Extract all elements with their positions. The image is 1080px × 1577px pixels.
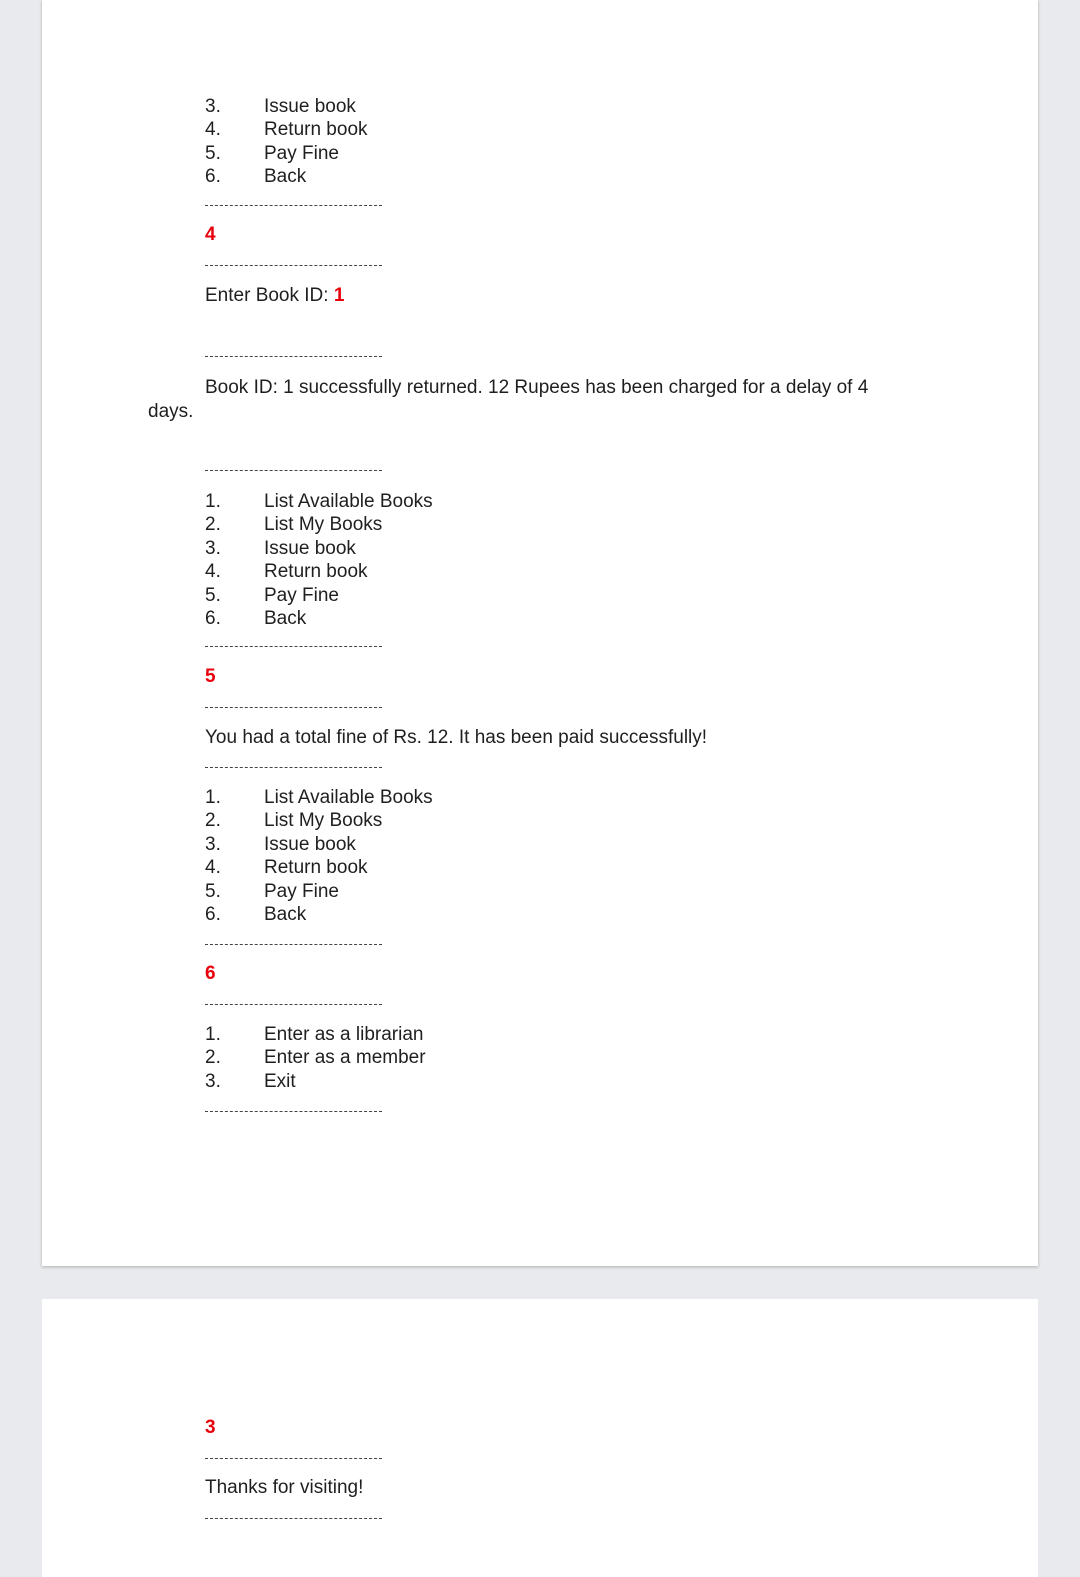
return-message-wrap: days. xyxy=(148,401,194,422)
user-choice: 3 xyxy=(205,1417,216,1438)
dashed-separator xyxy=(205,356,382,357)
dashed-separator xyxy=(205,1518,382,1519)
fine-message: You had a total fine of Rs. 12. It has been paid successfully! xyxy=(205,727,708,748)
dashed-separator xyxy=(205,1004,382,1005)
menu-item-number: 3. xyxy=(205,96,221,117)
user-choice: 5 xyxy=(205,666,216,687)
dashed-separator xyxy=(205,1111,382,1112)
menu-item-label: Back xyxy=(264,166,307,188)
menu-item-number: 1. xyxy=(205,787,221,808)
menu-item-label: Return book xyxy=(264,119,368,141)
menu-item-number: 3. xyxy=(205,1070,221,1092)
menu-item-label: List My Books xyxy=(264,810,383,832)
menu-item-label: Pay Fine xyxy=(264,142,339,164)
dashed-separator xyxy=(205,646,382,647)
menu-item-label: Back xyxy=(264,903,307,925)
menu-item-label: Exit xyxy=(264,1070,296,1092)
menu-item-number: 1. xyxy=(205,491,221,512)
menu-item-number: 6. xyxy=(205,607,221,629)
menu-item-number: 5. xyxy=(205,880,221,902)
menu-item-label: List My Books xyxy=(264,514,383,536)
menu-item-number: 4. xyxy=(205,119,221,141)
menu-item-label: Return book xyxy=(264,857,368,879)
document-page-1 xyxy=(42,0,1038,1266)
user-choice: 4 xyxy=(205,224,216,245)
menu-item-number: 6. xyxy=(205,166,221,188)
menu-item-number: 2. xyxy=(205,810,221,832)
document-page-2 xyxy=(42,1299,1038,1577)
dashed-separator xyxy=(205,767,382,768)
dashed-separator xyxy=(205,1458,382,1459)
menu-item-label: Pay Fine xyxy=(264,584,339,606)
dashed-separator xyxy=(205,707,382,708)
menu-item-label: Pay Fine xyxy=(264,880,339,902)
menu-item-label: Issue book xyxy=(264,833,356,855)
menu-item-label: List Available Books xyxy=(264,491,433,512)
menu-item-number: 2. xyxy=(205,514,221,536)
menu-item-label: Enter as a member xyxy=(264,1047,426,1069)
menu-item-number: 3. xyxy=(205,537,221,559)
return-message: Book ID: 1 successfully returned. 12 Rupees has been charged for a delay of 4 xyxy=(205,377,869,398)
menu-item-label: Issue book xyxy=(264,537,356,559)
menu-item-label: Back xyxy=(264,607,307,629)
dashed-separator xyxy=(205,944,382,945)
menu-item-label: Enter as a librarian xyxy=(264,1024,424,1045)
dashed-separator xyxy=(205,470,382,471)
dashed-separator xyxy=(205,205,382,206)
menu-item-label: List Available Books xyxy=(264,787,433,808)
menu-item-number: 4. xyxy=(205,561,221,583)
menu-item-label: Return book xyxy=(264,561,368,583)
menu-item-number: 4. xyxy=(205,857,221,879)
menu-item-number: 2. xyxy=(205,1047,221,1069)
menu-item-number: 3. xyxy=(205,833,221,855)
menu-item-number: 5. xyxy=(205,142,221,164)
farewell-message: Thanks for visiting! xyxy=(205,1477,364,1498)
menu-item-label: Issue book xyxy=(264,96,356,117)
user-choice: 6 xyxy=(205,963,216,984)
prompt-label: Enter Book ID: xyxy=(205,285,334,306)
menu-item-number: 5. xyxy=(205,584,221,606)
prompt-input-value: 1 xyxy=(333,285,345,306)
book-id-prompt xyxy=(205,284,344,307)
menu-item-number: 1. xyxy=(205,1024,221,1045)
dashed-separator xyxy=(205,265,382,266)
menu-item-number: 6. xyxy=(205,903,221,925)
